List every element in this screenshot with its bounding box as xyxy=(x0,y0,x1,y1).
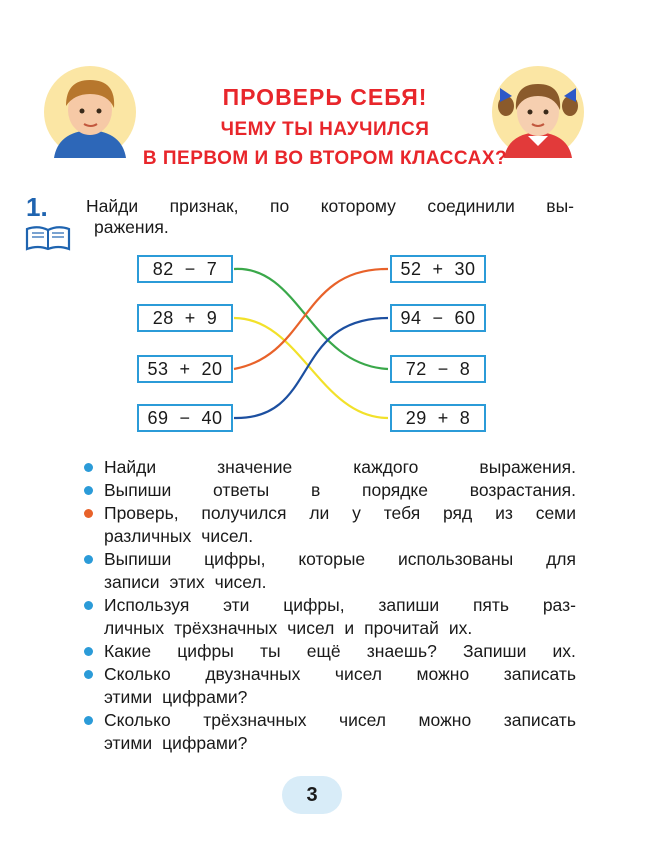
question-word: цифрами? xyxy=(162,687,248,707)
question-word: ряд xyxy=(443,503,473,523)
bullet-dot-icon xyxy=(84,647,93,656)
question-word: их. xyxy=(552,641,576,661)
question-word: Сколько xyxy=(104,664,171,684)
expression-left-2: 28 + 9 xyxy=(137,304,233,332)
question-word: у xyxy=(352,503,361,523)
question-word: записать xyxy=(503,710,576,730)
question-line xyxy=(104,686,576,709)
question-line xyxy=(104,617,576,640)
question-item xyxy=(84,502,576,548)
question-line xyxy=(104,479,576,502)
question-line xyxy=(104,640,576,663)
question-word: эти xyxy=(223,595,250,615)
task-word: которому xyxy=(320,196,396,216)
question-word: чисел xyxy=(338,710,386,730)
question-word: чисел. xyxy=(201,526,254,546)
question-list xyxy=(84,456,576,755)
question-word: ли xyxy=(309,503,330,523)
question-line xyxy=(104,732,576,755)
task-word: соединили xyxy=(427,196,515,216)
question-item xyxy=(84,663,576,709)
question-line xyxy=(104,663,576,686)
question-word: которые xyxy=(298,549,366,569)
question-line xyxy=(104,548,576,571)
question-word: можно xyxy=(418,710,472,730)
question-item xyxy=(84,709,576,755)
question-word: Используя xyxy=(104,595,190,615)
bullet-dot-icon xyxy=(84,555,93,564)
question-word: каждого xyxy=(353,457,419,477)
question-word: трёхзначных xyxy=(174,618,278,638)
expression-left-3: 53 + 20 xyxy=(137,355,233,383)
question-word: из xyxy=(495,503,513,523)
task-word: вы- xyxy=(546,196,574,216)
question-word: двузначных xyxy=(205,664,301,684)
question-line xyxy=(104,525,576,548)
question-word: чисел xyxy=(334,664,382,684)
question-word: в xyxy=(310,480,321,500)
question-word: цифрами? xyxy=(162,733,248,753)
expression-right-4: 29 + 8 xyxy=(390,404,486,432)
question-word: трёхзначных xyxy=(203,710,307,730)
question-word: выражения. xyxy=(479,457,576,477)
question-item xyxy=(84,640,576,663)
bullet-dot-icon xyxy=(84,601,93,610)
bullet-dot-icon xyxy=(84,670,93,679)
expression-right-3: 72 − 8 xyxy=(390,355,486,383)
task-word: признак, xyxy=(169,196,239,216)
question-word: различных xyxy=(104,526,192,546)
question-word: личных xyxy=(104,618,165,638)
task-instruction-line2: ражения. xyxy=(94,217,169,237)
bullet-dot-icon xyxy=(84,509,93,518)
question-word: запиши xyxy=(378,595,440,615)
expression-right-2: 94 − 60 xyxy=(390,304,486,332)
question-item xyxy=(84,479,576,502)
question-word: значение xyxy=(217,457,293,477)
expression-left-1: 82 − 7 xyxy=(137,255,233,283)
question-word: Какие xyxy=(104,641,152,661)
question-line xyxy=(104,571,576,594)
page-title: ПРОВЕРЬ СЕБЯ! xyxy=(222,84,428,110)
bullet-dot-icon xyxy=(84,463,93,472)
question-word: раз- xyxy=(542,595,576,615)
question-word: знаешь? xyxy=(366,641,437,661)
question-word: пять xyxy=(472,595,510,615)
question-word: и xyxy=(344,618,355,638)
question-word: этими xyxy=(104,733,153,753)
question-word: чисел. xyxy=(214,572,267,592)
question-item xyxy=(84,594,576,640)
question-word: ответы xyxy=(213,480,270,500)
question-word: этих xyxy=(169,572,205,592)
line-53-20-to-52-30 xyxy=(234,269,388,369)
question-word: этими xyxy=(104,687,153,707)
question-word: Выпиши xyxy=(104,480,172,500)
question-word: Найди xyxy=(104,457,157,477)
page-subtitle-line1: ЧЕМУ ТЫ НАУЧИЛСЯ xyxy=(220,119,430,140)
question-word: тебя xyxy=(383,503,421,523)
question-line xyxy=(104,502,576,525)
question-word: Выпиши xyxy=(104,549,172,569)
bullet-dot-icon xyxy=(84,716,93,725)
page-subtitle-line2: В ПЕРВОМ И ВО ВТОРОМ КЛАССАХ? xyxy=(142,148,508,169)
question-word: записать xyxy=(503,664,576,684)
question-word: цифры xyxy=(177,641,234,661)
question-word: для xyxy=(546,549,576,569)
question-word: Запиши xyxy=(462,641,527,661)
bullet-dot-icon xyxy=(84,486,93,495)
question-word: получился xyxy=(201,503,287,523)
line-28-9-to-29-8 xyxy=(234,318,388,418)
question-line xyxy=(104,456,576,479)
question-word: Сколько xyxy=(104,710,171,730)
task-word: по xyxy=(270,196,290,216)
expression-right-1: 52 + 30 xyxy=(390,255,486,283)
question-word: их. xyxy=(448,618,473,638)
question-word: возрастания. xyxy=(469,480,576,500)
question-word: ещё xyxy=(306,641,341,661)
line-82-7-to-72-8 xyxy=(234,269,388,369)
question-word: семи xyxy=(535,503,576,523)
question-word: чисел xyxy=(287,618,335,638)
question-line xyxy=(104,709,576,732)
expression-left-4: 69 − 40 xyxy=(137,404,233,432)
task-number: 1. xyxy=(26,192,48,222)
question-word: использованы xyxy=(397,549,514,569)
question-word: цифры, xyxy=(204,549,266,569)
question-word: порядке xyxy=(362,480,429,500)
question-line xyxy=(104,594,576,617)
question-word: прочитай xyxy=(364,618,439,638)
question-item xyxy=(84,456,576,479)
page-number: 3 xyxy=(282,776,342,814)
question-word: можно xyxy=(416,664,470,684)
question-word: записи xyxy=(104,572,160,592)
question-item xyxy=(84,548,576,594)
question-word: цифры, xyxy=(283,595,345,615)
question-word: ты xyxy=(259,641,281,661)
task-word: Найди xyxy=(86,196,139,216)
question-word: Проверь, xyxy=(104,503,179,523)
